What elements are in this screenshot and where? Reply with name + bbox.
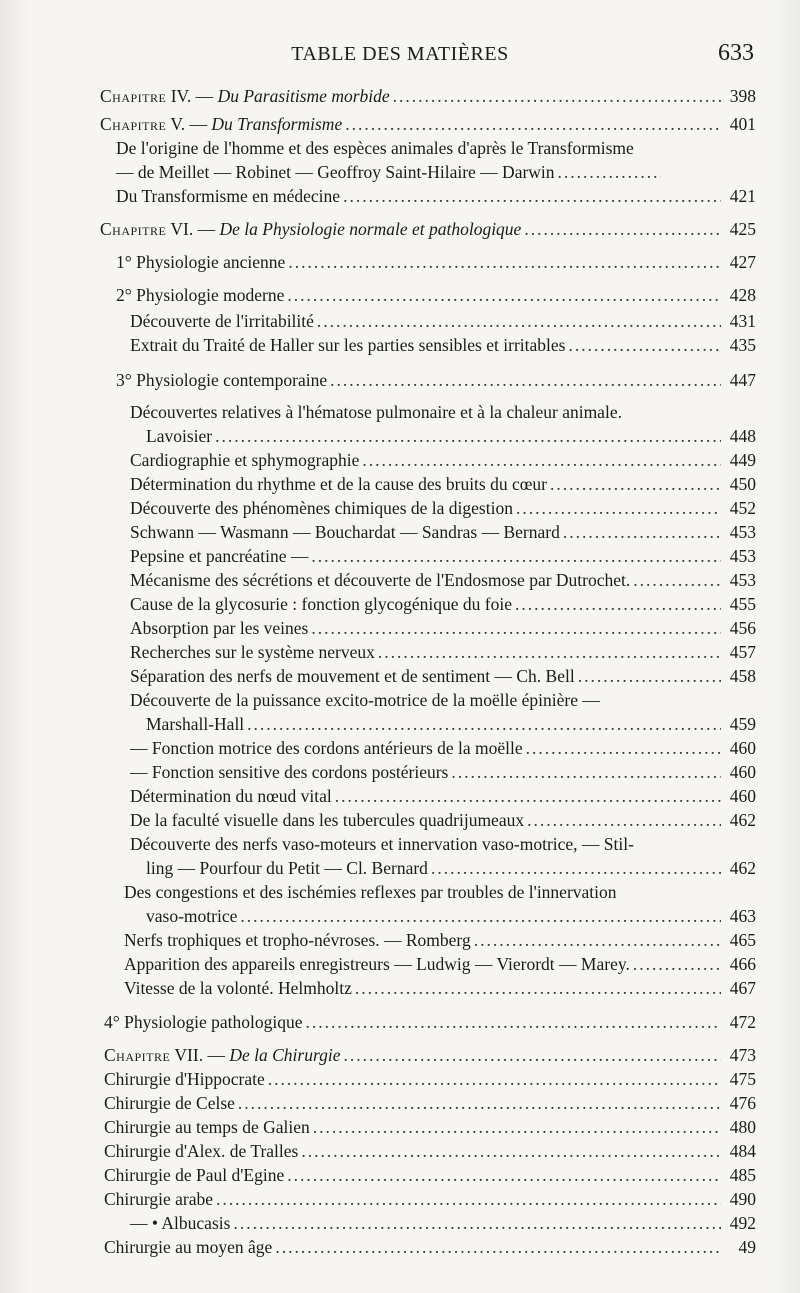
page-ref: 463: [729, 906, 756, 926]
page-number: 633: [718, 40, 754, 66]
chapter-prefix: IV. —: [166, 86, 218, 106]
toc-entry: 4° Physiologie pathologique ..... 472: [104, 1010, 756, 1034]
dot-leader: [362, 448, 721, 472]
page-ref: 452: [729, 498, 756, 518]
page-ref: 485: [729, 1165, 756, 1185]
dot-leader: [393, 84, 721, 108]
toc-entry-chapter-4: [100, 84, 756, 108]
toc-entry-chapter-7: [104, 1043, 756, 1067]
toc-entry: Extrait du Traité de Haller sur les parties sensibles et irritables ..... 435: [130, 333, 756, 357]
dot-leader: [343, 184, 721, 208]
dot-leader: [330, 368, 721, 392]
page-ref: 460: [729, 762, 756, 782]
toc-entry: Nerfs trophiques et tropho-névroses. — Romberg ..... 465: [124, 928, 756, 952]
page-ref: 460: [729, 786, 756, 806]
toc-entry: Du Transformisme en médecine ..... 421: [116, 184, 756, 208]
dot-leader: [301, 1139, 721, 1163]
page-ref: 480: [729, 1117, 756, 1137]
dot-leader: [247, 712, 721, 736]
page-ref: 49: [738, 1237, 756, 1257]
toc-entry: Marshall-Hall ..... 459: [146, 712, 756, 736]
dot-leader: [568, 333, 721, 357]
toc-entry: De la faculté visuelle dans les tubercules quadrijumeaux ..... 462: [130, 808, 756, 832]
dot-leader: [216, 1187, 721, 1211]
toc-entry: Mécanisme des sécrétions et découverte de l'Endosmose par Dutrochet. ..... 453: [130, 568, 756, 592]
toc-entry: Découverte de l'irritabilité ..... 431: [130, 309, 756, 333]
toc-entry: Pepsine et pancréatine — ..... 453: [130, 544, 756, 568]
page-ref: 460: [729, 738, 756, 758]
dot-leader: [345, 112, 721, 136]
toc-entry: — Fonction sensitive des cordons postérieurs ..... 460: [130, 760, 756, 784]
dot-leader: [515, 592, 721, 616]
dot-leader: [335, 784, 721, 808]
dot-leader: [451, 760, 721, 784]
toc-entry: — de Meillet — Robinet — Geoffroy Saint-Hilaire — Darwin .....: [116, 160, 696, 184]
chapter-title: De la Physiologie normale et pathologique: [219, 219, 522, 239]
page-ref: 490: [729, 1189, 756, 1209]
toc-entry-text: Découvertes relatives à l'hématose pulmonaire et à la chaleur animale.: [130, 402, 622, 422]
page-ref: 453: [729, 570, 756, 590]
toc-entry: Chirurgie arabe ..... 490: [104, 1187, 756, 1211]
toc-entry: Chirurgie de Celse ..... 476: [104, 1091, 756, 1115]
page-ref: 462: [729, 858, 756, 878]
toc-entry-chapter-5: [100, 112, 756, 136]
toc-entry: Lavoisier ..... 448: [146, 424, 756, 448]
page-ref: 456: [729, 618, 756, 638]
toc-entry: Chirurgie d'Alex. de Tralles ..... 484: [104, 1139, 756, 1163]
dot-leader: [311, 544, 721, 568]
chapter-lead: Chapitre: [100, 114, 167, 134]
page-ref: 484: [729, 1141, 756, 1161]
toc-entry: vaso-motrice ..... 463: [146, 904, 756, 928]
page-ref: 448: [729, 426, 756, 446]
toc-entry: 1° Physiologie ancienne ..... 427: [116, 250, 756, 274]
toc-entry: Séparation des nerfs de mouvement et de sentiment — Ch. Bell ..... 458: [130, 664, 756, 688]
toc-entry: 3° Physiologie contemporaine ..... 447: [116, 368, 756, 392]
chapter-prefix: VI. —: [166, 219, 220, 239]
dot-leader: [563, 520, 721, 544]
page-ref: 466: [729, 954, 756, 974]
toc-entry-text: De l'origine de l'homme et des espèces animales d'après le Transformisme: [116, 138, 634, 158]
toc-entry: — Fonction motrice des cordons antérieurs de la moëlle ..... 460: [130, 736, 756, 760]
toc-entry: Découverte des phénomènes chimiques de la digestion ..... 452: [130, 496, 756, 520]
dot-leader: [288, 250, 721, 274]
page-ref: 453: [729, 522, 756, 542]
dot-leader: [240, 904, 721, 928]
chapter-prefix: V. —: [166, 114, 212, 134]
dot-leader: [275, 1235, 721, 1259]
page-ref: 428: [729, 285, 756, 305]
dot-leader: [526, 736, 721, 760]
page-ref: 449: [729, 450, 756, 470]
page-ref: 472: [729, 1012, 756, 1032]
dot-leader: [238, 1091, 721, 1115]
chapter-title: Du Transformisme: [211, 114, 343, 134]
page-ref: 473: [729, 1045, 756, 1065]
dot-leader: [633, 952, 721, 976]
page-ref: 459: [729, 714, 756, 734]
page-ref: 401: [729, 114, 756, 134]
dot-leader: [378, 640, 721, 664]
toc-entry: Vitesse de la volonté. Helmholtz ..... 467: [124, 976, 756, 1000]
toc-entry: 2° Physiologie moderne ..... 428: [116, 283, 756, 307]
toc-entry: Chirurgie au moyen âge ..... 49: [104, 1235, 756, 1259]
toc-entry: — • Albucasis ..... 492: [130, 1211, 756, 1235]
page-ref: 427: [729, 252, 756, 272]
toc-entry: Chirurgie au temps de Galien ..... 480: [104, 1115, 756, 1139]
page-ref: 457: [729, 642, 756, 662]
dot-leader: [516, 496, 721, 520]
page-ref: 431: [729, 311, 756, 331]
dot-leader: [527, 808, 721, 832]
dot-leader: [233, 1211, 721, 1235]
dot-leader: [287, 1163, 721, 1187]
page-ref: 421: [729, 186, 756, 206]
toc-entry-text: Découverte des nerfs vaso-moteurs et innervation vaso-motrice, — Stil-: [130, 834, 634, 854]
chapter-lead: Chapitre: [100, 86, 167, 106]
toc-entry: Apparition des appareils enregistreurs — Ludwig — Vierordt — Marey. ..... 466: [124, 952, 756, 976]
chapter-title: De la Chirurgie: [229, 1045, 341, 1065]
dot-leader: [355, 976, 721, 1000]
page-ref: 467: [729, 978, 756, 998]
page-ref: 462: [729, 810, 756, 830]
dot-leader: [317, 309, 721, 333]
toc-entry: Recherches sur le système nerveux ..... 457: [130, 640, 756, 664]
page-ref: 450: [729, 474, 756, 494]
dot-leader: [215, 424, 721, 448]
dot-leader: [268, 1067, 721, 1091]
page-ref: 465: [729, 930, 756, 950]
toc-entry: ling — Pourfour du Petit — Cl. Bernard ..... 462: [146, 856, 756, 880]
toc-entry: Cause de la glycosurie : fonction glycogénique du foie ..... 455: [130, 592, 756, 616]
dot-leader: [287, 283, 721, 307]
toc-entry: Détermination du rhythme et de la cause des bruits du cœur ..... 450: [130, 472, 756, 496]
page-ref: 492: [729, 1213, 756, 1233]
dot-leader: [343, 1043, 721, 1067]
chapter-lead: Chapitre: [104, 1045, 171, 1065]
dot-leader: [313, 1115, 721, 1139]
toc-entry: Détermination du nœud vital ..... 460: [130, 784, 756, 808]
chapter-prefix: VII. —: [170, 1045, 230, 1065]
toc-entry-text: Des congestions et des ischémies reflexes par troubles de l'innervation: [124, 882, 617, 902]
page-ref: 455: [729, 594, 756, 614]
toc-entry-chapter-6: [100, 217, 756, 241]
dot-leader: [474, 928, 721, 952]
toc-entry-text: Découverte de la puissance excito-motrice de la moëlle épinière —: [130, 690, 600, 710]
page-ref: 476: [729, 1093, 756, 1113]
toc-entry: Chirurgie de Paul d'Egine ..... 485: [104, 1163, 756, 1187]
page-ref: 447: [729, 370, 756, 390]
dot-leader: [558, 160, 661, 184]
toc-entry: Schwann — Wasmann — Bouchardat — Sandras — Bernard ..... 453: [130, 520, 756, 544]
dot-leader: [633, 568, 721, 592]
chapter-title: Du Parasitisme morbide: [217, 86, 390, 106]
toc-entry: Absorption par les veines ..... 456: [130, 616, 756, 640]
page-title: TABLE DES MATIÈRES: [291, 43, 509, 65]
page-ref: 475: [729, 1069, 756, 1089]
dot-leader: [306, 1010, 721, 1034]
dot-leader: [578, 664, 721, 688]
page-ref: 398: [729, 86, 756, 106]
page-ref: 425: [729, 219, 756, 239]
dot-leader: [431, 856, 721, 880]
dot-leader: [524, 217, 721, 241]
chapter-lead: Chapitre: [100, 219, 167, 239]
toc-entry: Cardiographie et sphymographie ..... 449: [130, 448, 756, 472]
toc-entry: Chirurgie d'Hippocrate ..... 475: [104, 1067, 756, 1091]
dot-leader: [550, 472, 721, 496]
page-ref: 458: [729, 666, 756, 686]
page-ref: 453: [729, 546, 756, 566]
page-ref: 435: [729, 335, 756, 355]
dot-leader: [311, 616, 721, 640]
